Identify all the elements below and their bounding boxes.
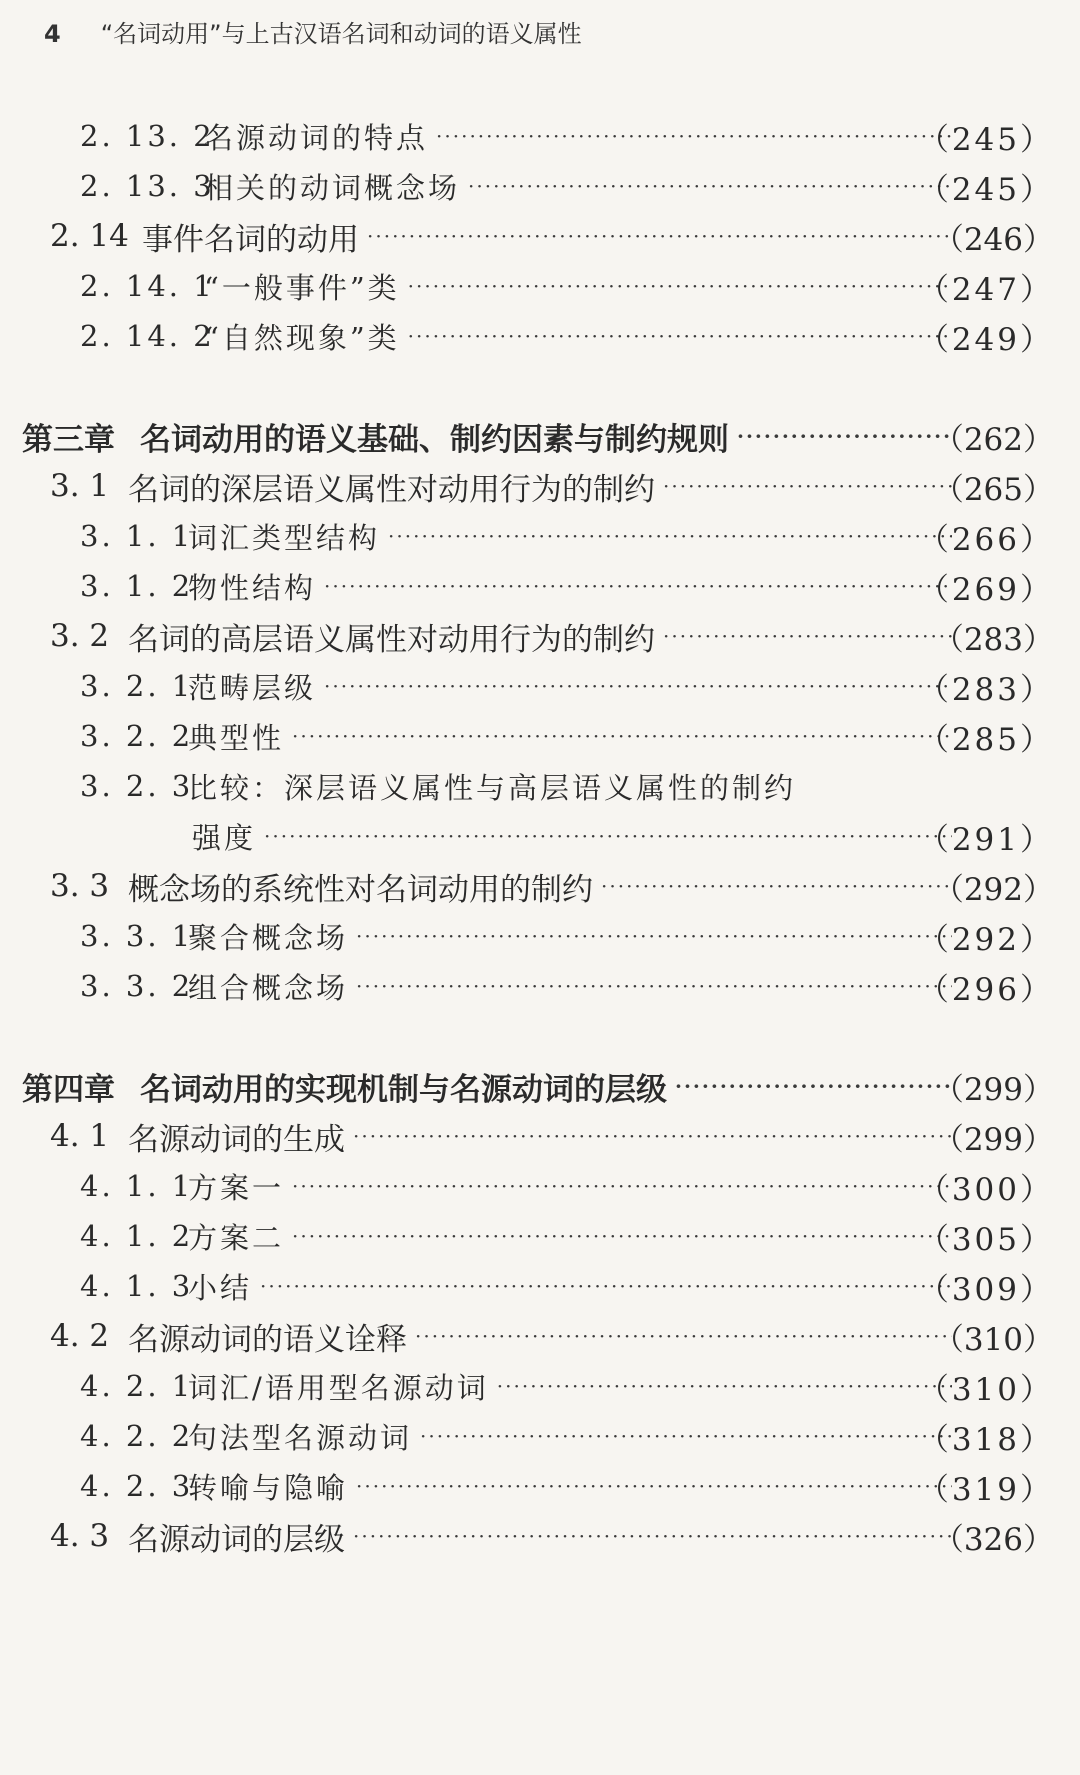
toc-page: （285） xyxy=(917,721,1054,758)
toc-page: （245） xyxy=(917,121,1054,158)
toc-entry[interactable] xyxy=(0,511,1080,561)
toc-title: 组合概念场 xyxy=(188,970,349,1005)
toc-title: 名词的深层语义属性对动用行为的制约 xyxy=(128,471,655,508)
toc-entry[interactable] xyxy=(0,261,1080,311)
toc-page: （292） xyxy=(932,871,1054,908)
toc-title: 比较：深层语义属性与高层语义属性的制约 xyxy=(188,770,797,805)
toc-number: 4. 2 xyxy=(50,1318,110,1354)
toc-number: 第三章 xyxy=(22,421,115,458)
toc-entry[interactable] xyxy=(0,761,1080,811)
toc-title: 相关的动词概念场 xyxy=(204,170,461,205)
toc-number: 2. 14. 1 xyxy=(80,269,215,303)
toc-title: 名词的高层语义属性对动用行为的制约 xyxy=(128,621,655,658)
dot-leader xyxy=(324,574,952,598)
toc-page: （265） xyxy=(932,471,1054,508)
toc-entry-chapter[interactable] xyxy=(0,1061,1080,1111)
toc-title: 名词动用的实现机制与名源动词的层级 xyxy=(140,1071,667,1108)
dot-leader xyxy=(324,674,952,698)
dot-leader xyxy=(388,524,952,548)
dot-leader xyxy=(292,724,952,748)
toc-number: 2. 14. 2 xyxy=(80,319,215,353)
toc-entry[interactable] xyxy=(0,1111,1080,1161)
dot-leader xyxy=(292,1224,952,1248)
toc-number: 3. 3. 1 xyxy=(80,919,194,953)
toc-title: “一般事件”类 xyxy=(204,270,400,305)
toc-title: 方案一 xyxy=(188,1170,285,1205)
toc-entry[interactable] xyxy=(0,861,1080,911)
toc-title: 名源动词的语义诠释 xyxy=(128,1321,407,1358)
toc-number: 3. 1. 1 xyxy=(80,519,194,553)
toc-title: 概念场的系统性对名词动用的制约 xyxy=(128,871,593,908)
toc-page: （292） xyxy=(917,921,1054,958)
toc-page: （296） xyxy=(917,971,1054,1008)
dot-leader xyxy=(420,1424,952,1448)
toc-page: （283） xyxy=(917,671,1054,708)
toc-page: （262） xyxy=(932,421,1054,458)
toc-title: 名词动用的语义基础、制约因素与制约规则 xyxy=(140,421,729,458)
dot-leader xyxy=(367,224,952,248)
toc-entry[interactable] xyxy=(0,911,1080,961)
toc-title: “自然现象”类 xyxy=(204,320,400,355)
dot-leader xyxy=(353,1524,952,1548)
toc-number: 4. 2. 2 xyxy=(80,1419,194,1453)
toc-number: 3. 1. 2 xyxy=(80,569,194,603)
toc-number: 3. 2. 3 xyxy=(80,769,194,803)
toc-number: 4. 2. 3 xyxy=(80,1469,194,1503)
dot-leader xyxy=(292,1174,952,1198)
toc-page: （309） xyxy=(917,1271,1054,1308)
toc-entry[interactable] xyxy=(0,1461,1080,1511)
toc-page: （310） xyxy=(932,1321,1054,1358)
dot-leader xyxy=(264,824,952,848)
toc-page: （305） xyxy=(917,1221,1054,1258)
toc-page: （318） xyxy=(917,1421,1054,1458)
running-head xyxy=(44,14,582,49)
toc-page: （269） xyxy=(917,571,1054,608)
toc-number: 4. 1 xyxy=(50,1118,110,1154)
toc-title: 句法型名源动词 xyxy=(188,1420,413,1455)
dot-leader xyxy=(675,1074,952,1098)
toc-page: （299） xyxy=(932,1071,1054,1108)
toc-page: （247） xyxy=(917,271,1054,308)
toc-entry[interactable] xyxy=(0,461,1080,511)
toc-title: 词汇类型结构 xyxy=(188,520,381,555)
toc-title: 方案二 xyxy=(188,1220,285,1255)
toc-entry[interactable] xyxy=(0,661,1080,711)
dot-leader xyxy=(415,1324,952,1348)
toc-page: （245） xyxy=(917,171,1054,208)
toc-page: （299） xyxy=(932,1121,1054,1158)
dot-leader xyxy=(356,974,952,998)
toc-number: 3. 1 xyxy=(50,468,110,504)
toc-page: （266） xyxy=(917,521,1054,558)
dot-leader xyxy=(408,324,952,348)
dot-leader xyxy=(260,1274,952,1298)
toc-number: 3. 2 xyxy=(50,618,110,654)
toc-number: 4. 1. 3 xyxy=(80,1269,194,1303)
toc-entry[interactable] xyxy=(0,311,1080,361)
dot-leader xyxy=(436,124,952,148)
toc-entry-chapter[interactable] xyxy=(0,411,1080,461)
toc-number: 3. 3 xyxy=(50,868,110,904)
toc-title: 转喻与隐喻 xyxy=(188,1470,349,1505)
toc-number: 2. 13. 2 xyxy=(80,119,215,153)
toc-number: 2. 13. 3 xyxy=(80,169,215,203)
toc-title: 事件名词的动用 xyxy=(142,221,359,258)
dot-leader xyxy=(497,1374,952,1398)
toc-number: 3. 2. 1 xyxy=(80,669,194,703)
toc-entry[interactable] xyxy=(0,1411,1080,1461)
dot-leader xyxy=(663,474,952,498)
dot-leader xyxy=(468,174,952,198)
page-number: 4 xyxy=(44,20,61,48)
toc-number: 4. 1. 2 xyxy=(80,1219,194,1253)
toc-entry[interactable] xyxy=(0,1311,1080,1361)
toc-entry[interactable] xyxy=(0,211,1080,261)
toc-entry[interactable] xyxy=(0,961,1080,1011)
dot-leader xyxy=(737,424,952,448)
toc-entry[interactable] xyxy=(0,711,1080,761)
toc-entry[interactable] xyxy=(0,1161,1080,1211)
dot-leader xyxy=(356,1474,952,1498)
dot-leader xyxy=(353,1124,952,1148)
toc-page: （326） xyxy=(932,1521,1054,1558)
toc-entry[interactable] xyxy=(0,1361,1080,1411)
toc-title: 名源动词的特点 xyxy=(204,120,429,155)
toc-title: 物性结构 xyxy=(188,570,317,605)
toc-entry[interactable] xyxy=(0,111,1080,161)
toc-entry[interactable] xyxy=(0,1511,1080,1561)
toc-page: （283） xyxy=(932,621,1054,658)
toc-title: 强度 xyxy=(192,820,257,855)
toc-title: 典型性 xyxy=(188,720,285,755)
toc-number: 4. 1. 1 xyxy=(80,1169,194,1203)
dot-leader xyxy=(663,624,952,648)
toc-entry-continuation[interactable] xyxy=(0,811,1080,861)
toc-entry[interactable] xyxy=(0,561,1080,611)
toc-page: （246） xyxy=(932,221,1054,258)
dot-leader xyxy=(356,924,952,948)
toc-title: 聚合概念场 xyxy=(188,920,349,955)
toc-number: 3. 2. 2 xyxy=(80,719,194,753)
toc-page: （291） xyxy=(917,821,1054,858)
toc-page: （319） xyxy=(917,1471,1054,1508)
toc-entry[interactable] xyxy=(0,611,1080,661)
toc-number: 2. 14 xyxy=(50,218,129,254)
toc-number: 4. 2. 1 xyxy=(80,1369,194,1403)
dot-leader xyxy=(601,874,952,898)
toc-entry[interactable] xyxy=(0,1211,1080,1261)
toc-title: 名源动词的生成 xyxy=(128,1121,345,1158)
toc-title: 名源动词的层级 xyxy=(128,1521,345,1558)
toc-entry[interactable] xyxy=(0,1261,1080,1311)
toc-page: （249） xyxy=(917,321,1054,358)
toc-entry[interactable] xyxy=(0,161,1080,211)
toc-number: 4. 3 xyxy=(50,1518,110,1554)
toc-number: 第四章 xyxy=(22,1071,115,1108)
toc-number: 3. 3. 2 xyxy=(80,969,194,1003)
dot-leader xyxy=(408,274,952,298)
toc-title: 小结 xyxy=(188,1270,253,1305)
toc-page: （310） xyxy=(917,1371,1054,1408)
book-title: “名词动用”与上古汉语名词和动词的语义属性 xyxy=(100,20,582,48)
toc-title: 范畴层级 xyxy=(188,670,317,705)
toc-page: （300） xyxy=(917,1171,1054,1208)
toc-title: 词汇/语用型名源动词 xyxy=(188,1370,489,1405)
